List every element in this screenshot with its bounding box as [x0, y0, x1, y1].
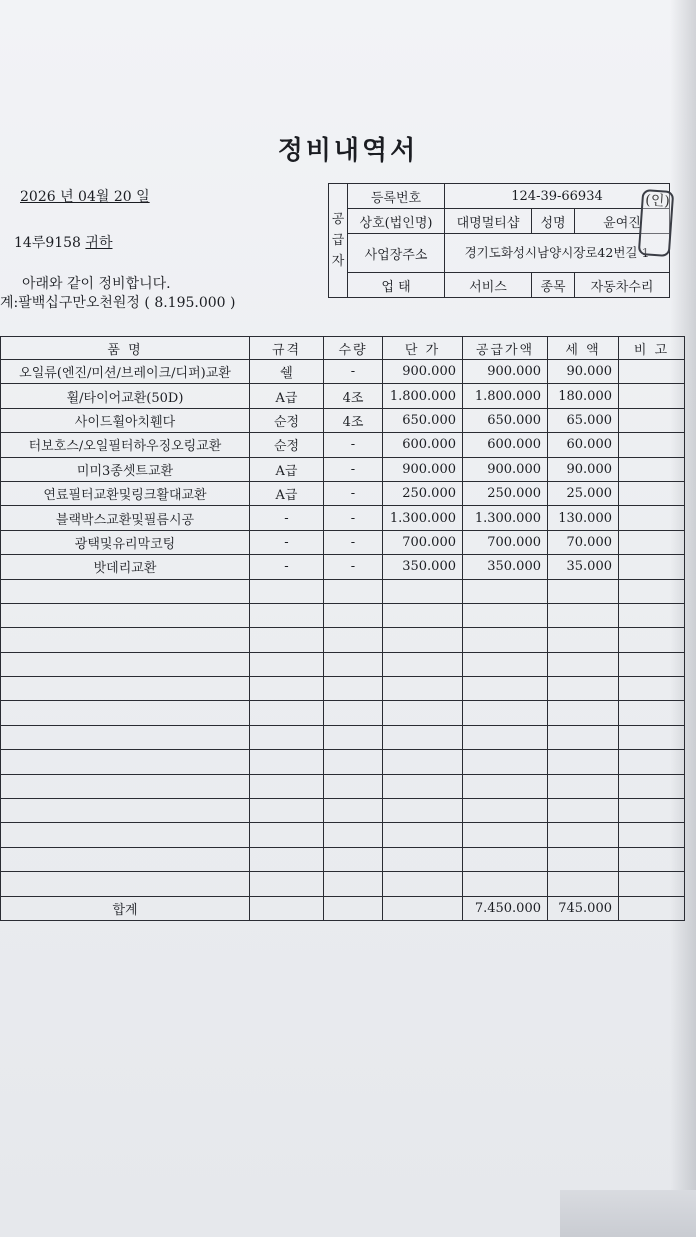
empty-cell [548, 701, 619, 725]
empty-row [1, 725, 685, 749]
item-qty: - [324, 433, 383, 457]
empty-cell [463, 652, 548, 676]
empty-cell [1, 725, 250, 749]
item-supply: 900.000 [463, 360, 548, 384]
empty-cell [463, 774, 548, 798]
item-name: 광택및유리막코팅 [1, 530, 250, 554]
empty-cell [463, 677, 548, 701]
empty-cell [619, 677, 685, 701]
recipient-suffix: 귀하 [85, 235, 113, 251]
item-unit-price: 600.000 [383, 433, 463, 457]
item-spec: - [250, 530, 324, 554]
empty-cell [1, 628, 250, 652]
item-name: 사이드휠아치휀다 [1, 408, 250, 432]
owner-label: 성명 [532, 209, 575, 234]
empty-row [1, 872, 685, 896]
empty-cell [463, 750, 548, 774]
empty-cell [324, 750, 383, 774]
table-row [1, 408, 685, 432]
table-header [1, 337, 685, 360]
empty-cell [1, 872, 250, 896]
empty-cell [1, 823, 250, 847]
item-qty: - [324, 457, 383, 481]
empty-cell [619, 896, 685, 920]
total-row [1, 896, 685, 920]
empty-cell [250, 579, 324, 603]
item-note [619, 506, 685, 530]
item-note [619, 457, 685, 481]
empty-cell [463, 701, 548, 725]
empty-row [1, 677, 685, 701]
empty-cell [619, 725, 685, 749]
empty-cell [1, 799, 250, 823]
header-item-qty: 수량 [324, 337, 383, 360]
empty-cell [619, 701, 685, 725]
empty-cell [383, 652, 463, 676]
empty-row [1, 799, 685, 823]
header-item-supply: 공급가액 [463, 337, 548, 360]
item-tax: 90.000 [548, 457, 619, 481]
item-unit-price: 1.300.000 [383, 506, 463, 530]
table-row [1, 481, 685, 505]
item-spec: A급 [250, 384, 324, 408]
item-qty: - [324, 481, 383, 505]
empty-cell [250, 652, 324, 676]
item-spec: - [250, 555, 324, 579]
empty-cell [619, 603, 685, 627]
table-row [1, 506, 685, 530]
seal-stamp: (인) [638, 189, 675, 257]
empty-cell [324, 628, 383, 652]
table-row [1, 555, 685, 579]
company-label: 상호(법인명) [348, 209, 445, 234]
empty-row [1, 701, 685, 725]
item-note [619, 433, 685, 457]
header-item-note: 비 고 [619, 337, 685, 360]
item-spec: A급 [250, 457, 324, 481]
empty-cell [463, 847, 548, 871]
item-supply: 250.000 [463, 481, 548, 505]
empty-cell [548, 799, 619, 823]
table-row [1, 530, 685, 554]
item-supply: 1.800.000 [463, 384, 548, 408]
item-tax: 90.000 [548, 360, 619, 384]
item-name: 블랙박스교환및필름시공 [1, 506, 250, 530]
item-spec: 순정 [250, 433, 324, 457]
empty-cell [463, 872, 548, 896]
item-qty: - [324, 360, 383, 384]
empty-cell [548, 774, 619, 798]
empty-cell [250, 725, 324, 749]
item-spec: - [250, 506, 324, 530]
item-unit-price: 1.800.000 [383, 384, 463, 408]
items-table [0, 336, 685, 921]
empty-cell [548, 823, 619, 847]
empty-cell [250, 823, 324, 847]
item-unit-price: 650.000 [383, 408, 463, 432]
empty-cell [619, 750, 685, 774]
item-tax: 60.000 [548, 433, 619, 457]
empty-cell [548, 652, 619, 676]
empty-cell [324, 677, 383, 701]
empty-cell [548, 677, 619, 701]
business-item: 자동차수리 [575, 273, 670, 298]
supplier-table [328, 183, 670, 298]
header-item-spec: 규격 [250, 337, 324, 360]
empty-cell [463, 799, 548, 823]
background-surface [560, 1190, 696, 1237]
empty-row [1, 579, 685, 603]
empty-cell [383, 579, 463, 603]
empty-cell [250, 896, 324, 920]
empty-row [1, 774, 685, 798]
empty-cell [250, 774, 324, 798]
empty-cell [250, 701, 324, 725]
empty-cell [548, 872, 619, 896]
empty-cell [548, 603, 619, 627]
empty-cell [324, 774, 383, 798]
document-title: 정비내역서 [277, 136, 419, 166]
item-name: 터보호스/오일필터하우징오링교환 [1, 433, 250, 457]
empty-cell [383, 896, 463, 920]
empty-cell [548, 847, 619, 871]
empty-cell [324, 823, 383, 847]
empty-cell [383, 774, 463, 798]
total-supply: 7.450.000 [463, 896, 548, 920]
empty-cell [463, 628, 548, 652]
item-supply: 600.000 [463, 433, 548, 457]
total-tax: 745.000 [548, 896, 619, 920]
item-qty: - [324, 555, 383, 579]
empty-cell [463, 725, 548, 749]
business-type-label: 업 태 [348, 273, 445, 298]
empty-cell [383, 823, 463, 847]
table-row [1, 384, 685, 408]
empty-cell [1, 579, 250, 603]
item-name: 오일류(엔진/미션/브레이크/디퍼)교환 [1, 360, 250, 384]
item-note [619, 408, 685, 432]
empty-cell [1, 774, 250, 798]
item-tax: 65.000 [548, 408, 619, 432]
item-supply: 350.000 [463, 555, 548, 579]
empty-row [1, 603, 685, 627]
business-type: 서비스 [445, 273, 532, 298]
item-note [619, 481, 685, 505]
item-unit-price: 350.000 [383, 555, 463, 579]
empty-row [1, 847, 685, 871]
empty-row [1, 628, 685, 652]
item-tax: 130.000 [548, 506, 619, 530]
table-row [1, 433, 685, 457]
header-item-name: 품 명 [1, 337, 250, 360]
item-spec: 순정 [250, 408, 324, 432]
empty-cell [548, 579, 619, 603]
empty-cell [324, 896, 383, 920]
header-item-unit-price: 단 가 [383, 337, 463, 360]
empty-cell [383, 725, 463, 749]
item-tax: 35.000 [548, 555, 619, 579]
empty-cell [1, 750, 250, 774]
item-supply: 900.000 [463, 457, 548, 481]
empty-cell [619, 579, 685, 603]
item-qty: - [324, 530, 383, 554]
empty-cell [324, 725, 383, 749]
table-row [1, 360, 685, 384]
empty-cell [324, 872, 383, 896]
item-tax: 180.000 [548, 384, 619, 408]
empty-cell [463, 603, 548, 627]
item-note [619, 555, 685, 579]
item-supply: 1.300.000 [463, 506, 548, 530]
empty-cell [324, 799, 383, 823]
empty-cell [383, 799, 463, 823]
notice-text: 아래와 같이 정비합니다. [22, 276, 171, 292]
empty-cell [1, 652, 250, 676]
empty-cell [250, 872, 324, 896]
item-unit-price: 900.000 [383, 360, 463, 384]
empty-cell [250, 628, 324, 652]
item-supply: 650.000 [463, 408, 548, 432]
empty-cell [548, 725, 619, 749]
empty-cell [383, 750, 463, 774]
item-unit-price: 250.000 [383, 481, 463, 505]
empty-cell [548, 750, 619, 774]
empty-cell [383, 872, 463, 896]
item-note [619, 530, 685, 554]
empty-row [1, 823, 685, 847]
recipient [14, 232, 112, 252]
empty-cell [383, 628, 463, 652]
item-qty: 4조 [324, 384, 383, 408]
empty-cell [463, 579, 548, 603]
empty-cell [250, 799, 324, 823]
empty-cell [250, 677, 324, 701]
item-unit-price: 700.000 [383, 530, 463, 554]
item-note [619, 384, 685, 408]
empty-cell [324, 847, 383, 871]
item-note [619, 360, 685, 384]
issue-date: 2026 년 04월 20 일 [20, 189, 150, 205]
empty-cell [324, 652, 383, 676]
empty-cell [619, 823, 685, 847]
item-qty: 4조 [324, 408, 383, 432]
empty-cell [463, 823, 548, 847]
total-amount-line: 계:팔백십구만오천원정 ( 8.195.000 ) [0, 295, 236, 311]
item-spec: 쉘 [250, 360, 324, 384]
item-name: 미미3종셋트교환 [1, 457, 250, 481]
table-row [1, 457, 685, 481]
empty-cell [383, 701, 463, 725]
empty-cell [1, 847, 250, 871]
empty-cell [619, 652, 685, 676]
owner-name: 윤여진 [575, 209, 670, 234]
recipient-plate: 14루9158 [14, 235, 81, 251]
empty-cell [619, 799, 685, 823]
empty-cell [548, 628, 619, 652]
item-name: 연료필터교환및링크활대교환 [1, 481, 250, 505]
item-name: 밧데리교환 [1, 555, 250, 579]
empty-cell [324, 603, 383, 627]
empty-cell [1, 677, 250, 701]
empty-cell [1, 701, 250, 725]
item-supply: 700.000 [463, 530, 548, 554]
empty-cell [324, 701, 383, 725]
empty-cell [1, 603, 250, 627]
reg-number: 124-39-66934 [445, 184, 670, 209]
empty-cell [250, 750, 324, 774]
empty-cell [383, 847, 463, 871]
empty-cell [619, 628, 685, 652]
supplier-side-label: 공 급 자 [329, 184, 348, 298]
item-tax: 25.000 [548, 481, 619, 505]
item-name: 휠/타이어교환(50D) [1, 384, 250, 408]
item-spec: A급 [250, 481, 324, 505]
empty-cell [619, 872, 685, 896]
item-qty: - [324, 506, 383, 530]
empty-row [1, 652, 685, 676]
company-name: 대명멀티샵 [445, 209, 532, 234]
address-label: 사업장주소 [348, 234, 445, 273]
item-unit-price: 900.000 [383, 457, 463, 481]
item-tax: 70.000 [548, 530, 619, 554]
empty-cell [250, 847, 324, 871]
empty-cell [619, 774, 685, 798]
business-item-label: 종목 [532, 273, 575, 298]
header-item-tax: 세 액 [548, 337, 619, 360]
empty-row [1, 750, 685, 774]
empty-cell [383, 677, 463, 701]
empty-cell [383, 603, 463, 627]
address: 경기도화성시남양시장로42번길 1 [445, 234, 670, 273]
empty-cell [324, 579, 383, 603]
empty-cell [619, 847, 685, 871]
empty-cell [250, 603, 324, 627]
total-label: 합계 [1, 896, 250, 920]
reg-label: 등록번호 [348, 184, 445, 209]
